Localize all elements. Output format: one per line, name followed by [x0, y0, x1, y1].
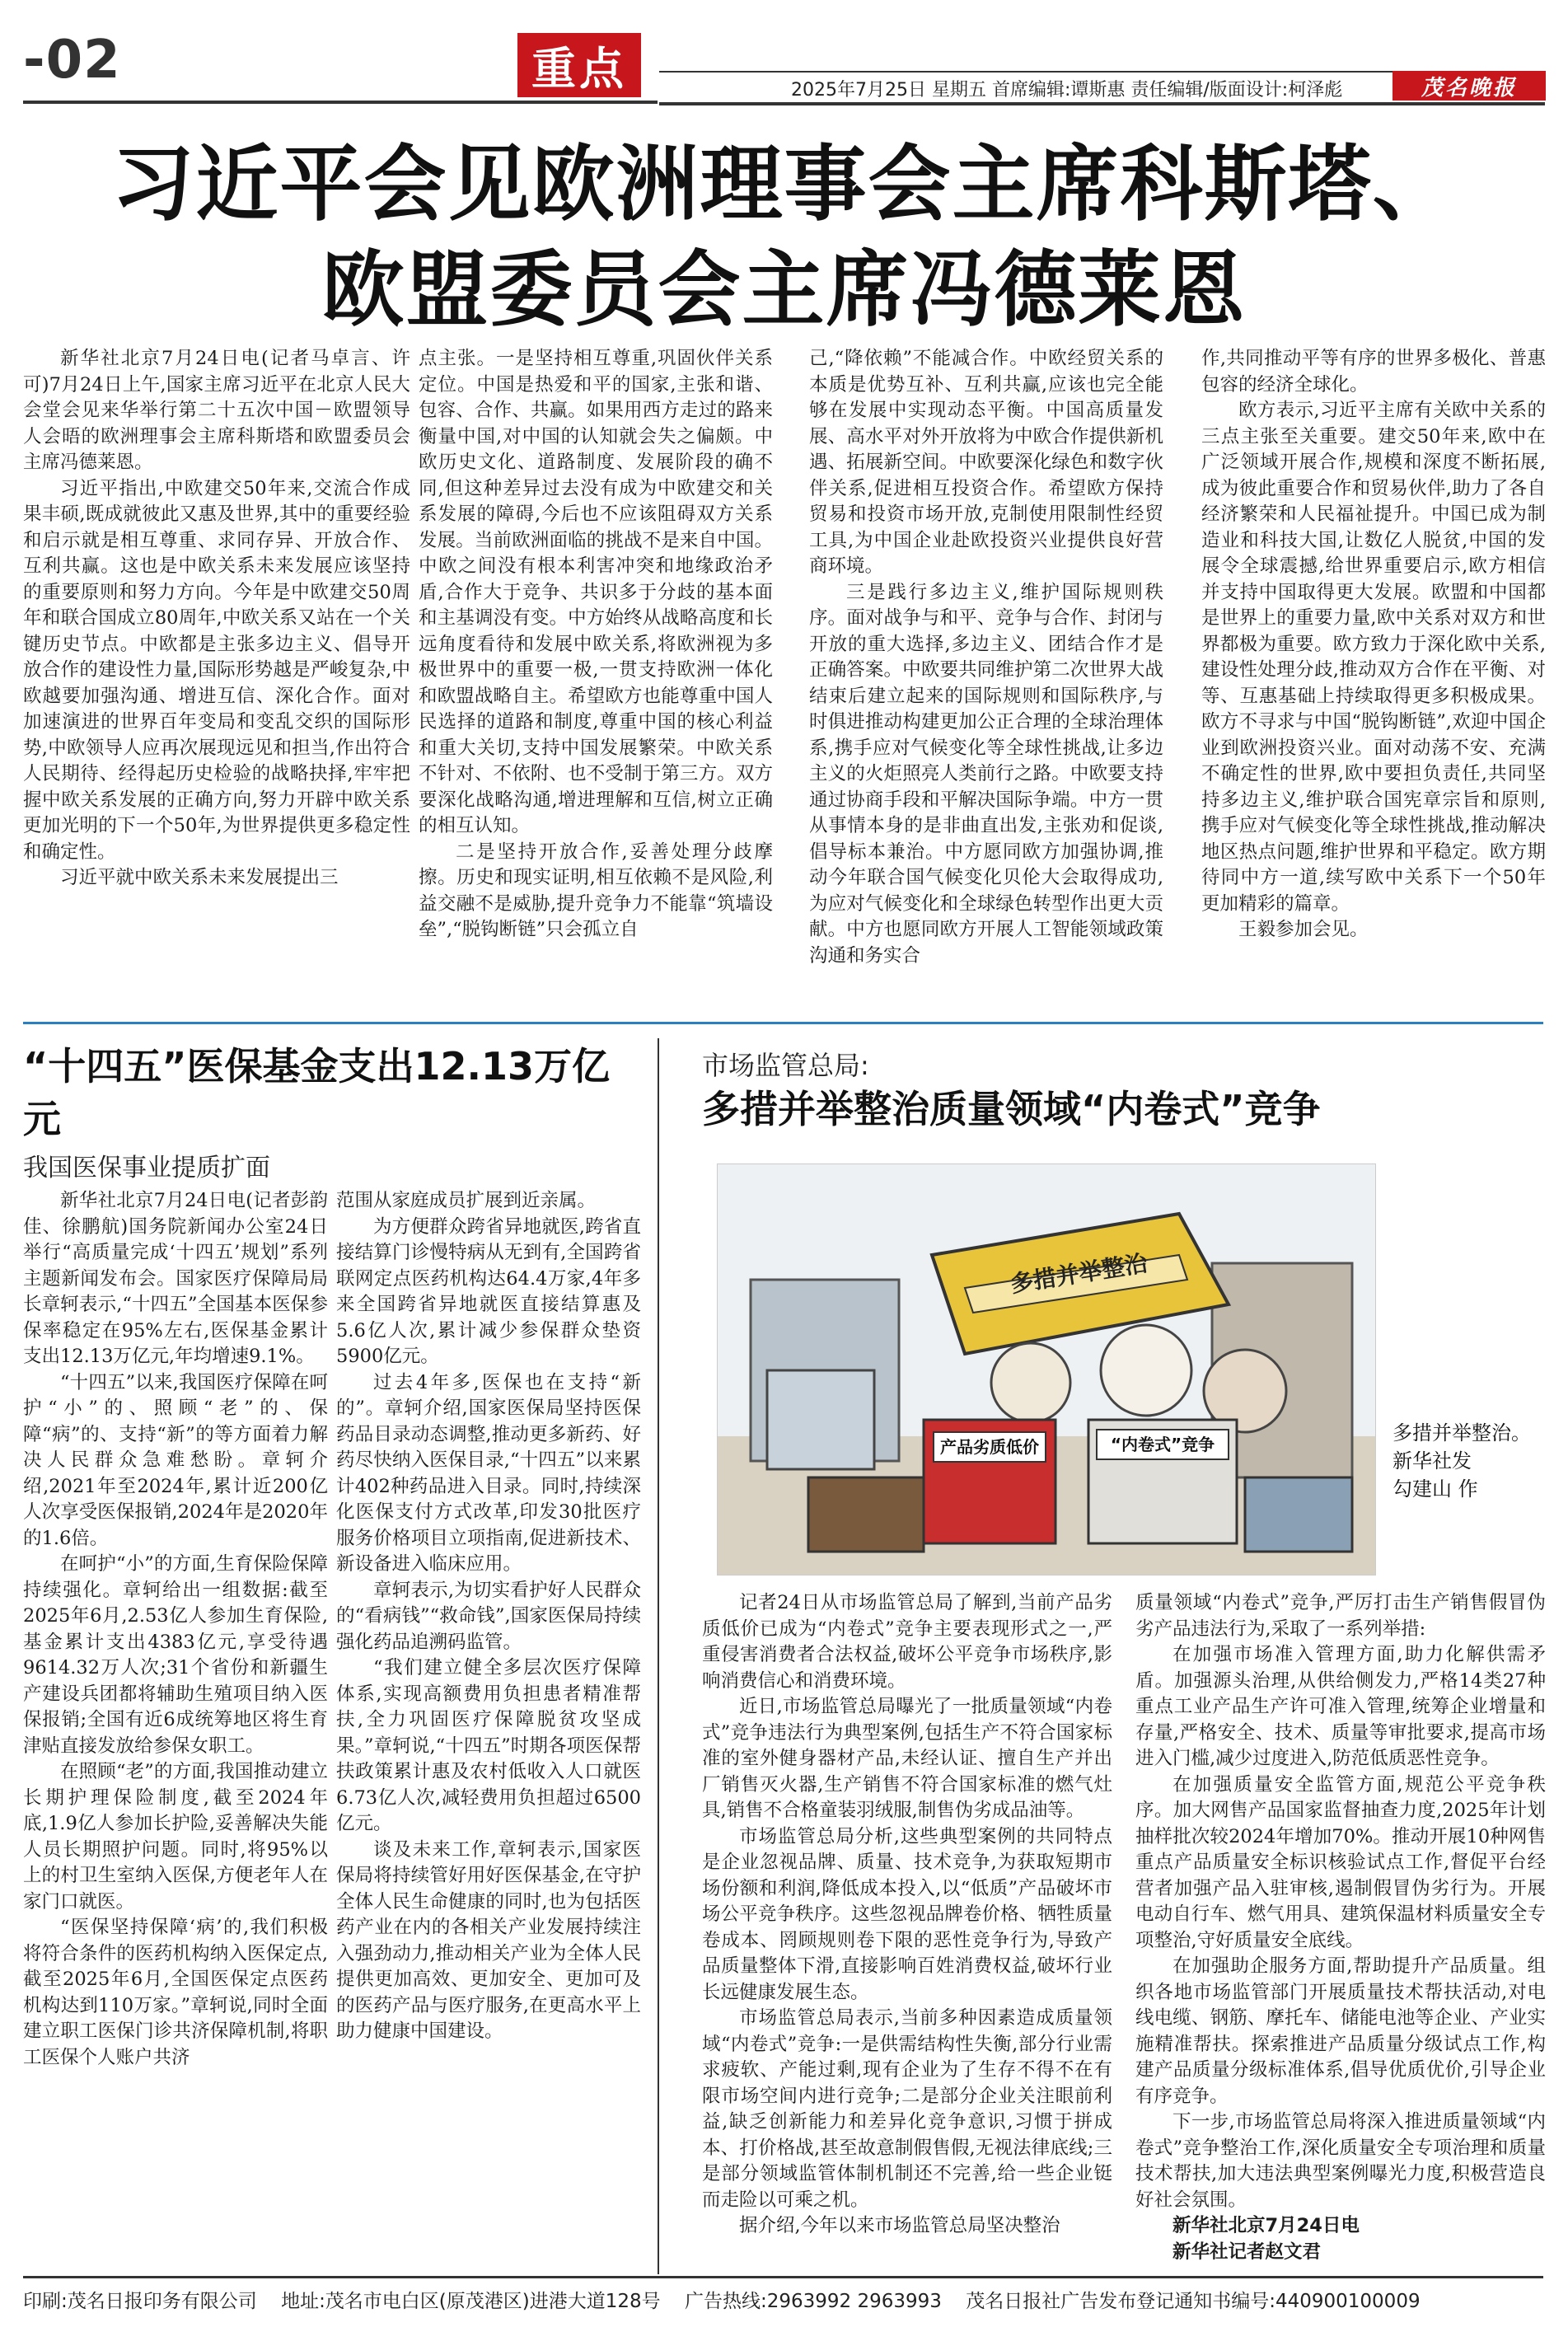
- header-left-rule: [23, 101, 658, 104]
- main-headline-line2: 欧盟委员会主席冯德莱恩: [321, 241, 1247, 338]
- header-meta: 2025年7月25日 星期五 首席编辑:谭斯惠 责任编辑/版面设计:柯泽彪: [791, 80, 1343, 101]
- main-story-paragraph: 习近平指出,中欧建交50年来,交流合作成果丰硕,既成就彼此又惠及世界,其中的重要经验和启示就是相互尊重、求同存异、开放合作、互利共赢。这也是中欧关系未来发展应该坚持的重要原则和努力方向。今年是中欧建交50周年和联合国成立80周年,中欧关系又站在一个关键历史节点。中欧都是主张多边主义、倡导开放合作的建设性力量,国际形势越是严峻复杂,中欧越要加强沟通、增进互信、深化合作。面对加速演进的世界百年变局和变乱交织的国际形势,中欧领导人应再次展现远见和担当,作出符合人民期待、经得起历史检验的战略抉择,牢牢把握中欧关系发展的正确方向,努力开辟中欧关系更加光明的下一个50年,为世界提供更多稳定性和确定性。: [23, 477, 410, 863]
- footer-ad-hotline: 广告热线:2963992 2963993: [684, 2291, 942, 2312]
- header-rule-bottom: [659, 102, 1545, 105]
- main-story-paragraph: 己,“降依赖”不能减合作。中欧经贸关系的本质是优势互补、互利共赢,应该也完全能够在发展中实现动态平衡。中国高质量发展、高水平对外开放将为中欧合作提供新机遇、拓展新空间。中欧要深化绿色和数字伙伴关系,促进相互投资合作。希望欧方保持贸易和投资市场开放,克制使用限制性经贸工具,为中国企业赴欧投资兴业提供良好营商环境。: [809, 348, 1163, 577]
- main-story-paragraph: 习近平就中欧关系未来发展提出三: [60, 867, 339, 888]
- illustration-label-2: “内卷式”竞争: [1110, 1435, 1215, 1454]
- column-divider: [658, 1038, 659, 2274]
- cartoon-illustration: [717, 1164, 1376, 1576]
- footer: [23, 2286, 1543, 2313]
- main-story-paragraph: 新华社北京7月24日电(记者马卓言、许可)7月24日上午,国家主席习近平在北京人民大会堂会见来华举行第二十五次中国－欧盟领导人会晤的欧洲理事会主席科斯塔和欧盟委员会主席冯德莱恩。: [23, 348, 410, 473]
- main-story-paragraph: 三是践行多边主义,维护国际规则秩序。面对战争与和平、竞争与合作、封闭与开放的重大选择,多边主义、团结合作才是正确答案。中欧要共同维护第二次世界大战结束后建立起来的国际规则和国际秩序,与时俱进推动构建更加公正合理的全球治理体系,携手应对气候变化等全球性挑战,让多边主义的火炬照亮人类前行之路。中欧要支持通过协商手段和平解决国际争端。中方一贯从事情本身的是非曲直出发,主张劝和促谈,倡导标本兼治。中方愿同欧方加强协调,推动今年联合国气候变化贝伦大会取得成功,为应对气候变化和全球绿色转型作出更大贡献。中方也愿同欧方开展人工智能领域政策沟通和务实合: [809, 581, 1163, 967]
- medical-insurance-headline: “十四五”医保基金支出12.13万亿元: [23, 1044, 610, 1141]
- main-story-column-3: [809, 346, 1163, 969]
- market-story-paragraph: 在加强市场准入管理方面,助力化解供需矛盾。加强源头治理,从供给侧发力,严格14类27种重点工业产品生产许可准入管理,统筹企业增量和存量,严格安全、技术、质量等审批要求,提高市场进入门槛,减少过度进入,防范低质恶性竞争。: [1135, 1644, 1546, 1769]
- footer-print: 印刷:茂名日报印务有限公司: [23, 2291, 257, 2312]
- market-story-paragraph: 在加强助企服务方面,帮助提升产品质量。组织各地市场监管部门开展质量技术帮扶活动,对电线电缆、钢筋、摩托车、储能电池等企业、产业实施精准帮扶。探索推进产品质量分级试点工作,构建产品质量分级标准体系,倡导优质优价,引导企业有序竞争。: [1135, 1955, 1546, 2107]
- illustration-banner-text: 多措并举整治: [1008, 1249, 1150, 1299]
- medical-story-paragraph: “医保坚持保障‘病’的,我们积极将符合条件的医药机构纳入医保定点,截至2025年6月,全国医保定点医药机构达到110万家。”章轲说,同时全面建立职工医保门诊共济保障机制,将职工医保个人账户共济: [23, 1917, 328, 2068]
- market-story-paragraph: 在加强质量安全监管方面,规范公平竞争秩序。加大网售产品国家监督抽查力度,2025年计划抽样批次较2024年增加70%。推动开展10种网售重点产品质量安全标识核验试点工作,督促平台经营者加强产品入驻审核,遏制假冒伪劣行为。开展电动自行车、燃气用具、建筑保温材料质量安全专项整治,守好质量安全底线。: [1135, 1773, 1546, 1951]
- main-headline-line1: 习近平会见欧洲理事会主席科斯塔、: [111, 136, 1457, 232]
- market-story-paragraph: 下一步,市场监管总局将深入推进质量领域“内卷式”竞争整治工作,深化质量安全专项治理和质量技术帮扶,加大违法典型案例曝光力度,积极营造良好社会氛围。: [1135, 2111, 1546, 2211]
- illustration-caption: [1392, 1419, 1531, 1503]
- main-story-paragraph: 二是坚持开放合作,妥善处理分歧摩擦。历史和现实证明,相互依赖不是风险,利益交融不是威胁,提升竞争力不能靠“筑墙设垒”,“脱钩断链”只会孤立自: [419, 840, 773, 940]
- footer-license: 茂名日报社广告发布登记通知书编号:440900100009: [966, 2291, 1421, 2312]
- market-story-column-1: [702, 1590, 1112, 2240]
- main-story-paragraph: 点主张。一是坚持相互尊重,巩固伙伴关系定位。中国是热爱和平的国家,主张和谐、包容、合作、共赢。如果用西方走过的路来衡量中国,对中国的认知就会失之偏颇。中欧历史文化、道路制度、发展阶段的确不同,但这种差异过去没有成为中欧建交和关系发展的障碍,今后也不应该阻碍双方关系发展。当前欧洲面临的挑战不是来自中国。中欧之间没有根本利害冲突和地缘政治矛盾,合作大于竞争、共识多于分歧的基本面和主基调没有变。中方始终从战略高度和长远角度看待和发展中欧关系,将欧洲视为多极世界中的重要一极,一贯支持欧洲一体化和欧盟战略自主。希望欧方也能尊重中国人民选择的道路和制度,尊重中国的核心利益和重大关切,支持中国发展繁荣。中欧关系不针对、不依附、也不受制于第三方。双方要深化战略沟通,增进理解和互信,树立正确的相互认知。: [419, 348, 773, 836]
- newspaper-logo: 茂名晚报: [1392, 71, 1546, 101]
- market-story-paragraph: 据介绍,今年以来市场监管总局坚决整治: [739, 2215, 1060, 2236]
- medical-story-paragraph: 过去4年多,医保也在支持“新的”。章轲介绍,国家医保局坚持医保药品目录动态调整,推动更多新药、好药尽快纳入医保目录,“十四五”以来累计402种药品进入目录。同时,持续深化医保支付方式改革,印发30批医疗服务价格项目立项指南,促进新技术、新设备进入临床应用。: [336, 1371, 641, 1575]
- caption-line: 新华社发: [1392, 1449, 1472, 1473]
- page-number: -02: [23, 30, 121, 91]
- medical-story-column-1: [23, 1188, 328, 2071]
- market-story-paragraph: 市场监管总局分析,这些典型案例的共同特点是企业忽视品牌、质量、技术竞争,为获取短期市场份额和利润,降低成本投入,以“低质”产品破坏市场公平竞争秩序。这些忽视品牌卷价格、牺牲质量卷成本、罔顾规则卷下限的恶性竞争行为,导致产品质量整体下滑,直接影响百姓消费权益,破坏行业长远健康发展生态。: [702, 1825, 1112, 2003]
- market-story-paragraph: 质量领域“内卷式”竞争,严厉打击生产销售假冒伪劣产品违法行为,采取了一系列举措:: [1135, 1592, 1546, 1640]
- main-story-column-2: [419, 346, 773, 943]
- main-story-column-1: [23, 346, 410, 892]
- medical-story-paragraph: 谈及未来工作,章轲表示,国家医保局将持续管好用好医保基金,在守护全体人民生命健康的同时,也为包括医药产业在内的各相关产业发展持续注入强劲动力,推动相关产业为全体人民提供更加高效、更加安全、更加可及的医药产品与医疗服务,在更高水平上助力健康中国建设。: [336, 1838, 641, 2042]
- medical-story-paragraph: “我们建立健全多层次医疗保障体系,实现高额费用负担患者精准帮扶,全力巩固医疗保障脱贫攻坚成果。”章轲说,“十四五”时期各项医保帮扶政策累计惠及农村低收入人口就医6.73亿人次,减轻费用负担超过6500亿元。: [336, 1657, 641, 1834]
- cartoon-illustration-svg: [718, 1164, 1376, 1576]
- medical-story-paragraph: 新华社北京7月24日电(记者彭韵佳、徐鹏航)国务院新闻办公室24日举行“高质量完成‘十四五’规划”系列主题新闻发布会。国家医疗保障局局长章轲表示,“十四五”全国基本医保参保率稳定在95%左右,医保基金累计支出12.13万亿元,年均增速9.1%。: [23, 1190, 328, 1367]
- main-story-paragraph: 作,共同推动平等有序的世界多极化、普惠包容的经济全球化。: [1201, 348, 1546, 396]
- medical-story-column-2: [336, 1188, 641, 2045]
- medical-story-paragraph: 在呵护“小”的方面,生育保险保障持续强化。章轲给出一组数据:截至2025年6月,2.53亿人参加生育保险,基金累计支出4383亿元,享受待遇9614.32万人次;31个省份和新疆生产建设兵团都将辅助生殖项目纳入医保报销;全国有近6成统筹地区将生育津贴直接发放给参保女职工。: [23, 1553, 328, 1757]
- footer-address: 地址:茂名市电白区(原茂港区)进港大道128号: [281, 2291, 661, 2312]
- medical-insurance-deck: 我国医保事业提质扩面: [23, 1154, 270, 1182]
- main-story-paragraph: 欧方表示,习近平主席有关欧中关系的三点主张至关重要。建交50年来,欧中在广泛领域开展合作,规模和深度不断拓展,成为彼此重要合作和贸易伙伴,助力了各自经济繁荣和人民福祉提升。中国已成为制造业和科技大国,让数亿人脱贫,中国的发展令全球震撼,给世界重要启示,欧方相信并支持中国取得更大发展。欧盟和中国都是世界上的重要力量,欧中关系对双方和世界都极为重要。欧方致力于深化欧中关系,建设性处理分歧,推动双方合作在平衡、对等、互惠基础上持续取得更多积极成果。欧方不寻求与中国“脱钩断链”,欢迎中国企业到欧洲投资兴业。面对动荡不安、充满不确定性的世界,欧中要担负责任,共同坚持多边主义,维护联合国宪章宗旨和原则,携手应对气候变化等全球性挑战,推动解决地区热点问题,维护世界和平稳定。欧方期待同中方一道,续写欧中关系下一个50年更加精彩的篇章。: [1201, 400, 1546, 915]
- market-story-paragraph: 近日,市场监管总局曝光了一批质量领域“内卷式”竞争违法行为典型案例,包括生产不符合国家标准的室外健身器材产品,未经认证、擅自生产并出厂销售灭火器,生产销售不符合国家标准的燃气灶具,销售不合格童装羽绒服,制售伪劣成品油等。: [702, 1696, 1112, 1821]
- main-headline: [0, 132, 1568, 343]
- main-story-column-4: [1201, 346, 1546, 943]
- section-divider: [23, 1022, 1543, 1024]
- section-badge: 重点: [517, 33, 641, 97]
- medical-story-paragraph: 范围从家庭成员扩展到近亲属。: [336, 1190, 597, 1211]
- main-story-paragraph: 王毅参加会见。: [1238, 919, 1369, 940]
- byline: 新华社北京7月24日电: [1172, 2215, 1360, 2236]
- medical-story-paragraph: 在照顾“老”的方面,我国推动建立长期护理保险制度,截至2024年底,1.9亿人参加长护险,妥善解决失能人员长期照护问题。同时,将95%以上的村卫生室纳入医保,方便老年人在家门口就医。: [23, 1761, 328, 1913]
- illustration-label-1: 产品劣质低价: [940, 1437, 1039, 1457]
- market-regulation-kicker: 市场监管总局:: [702, 1050, 869, 1081]
- byline: 新华社记者赵文君: [1172, 2240, 1322, 2263]
- market-story-paragraph: 记者24日从市场监管总局了解到,当前产品劣质低价已成为“内卷式”竞争主要表现形式之一,严重侵害消费者合法权益,破坏公平竞争市场秩序,影响消费信心和消费环境。: [702, 1592, 1112, 1692]
- market-story-paragraph: 市场监管总局表示,当前多种因素造成质量领域“内卷式”竞争:一是供需结构性失衡,部分行业需求疲软、产能过剩,现有企业为了生存不得不在有限市场空间内进行竞争;二是部分企业关注眼前利益,缺乏创新能力和差异化竞争意识,习惯于拼成本、打价格战,甚至故意制假售假,无视法律底线;三是部分领域监管体制机制还不完善,给一些企业铤而走险以可乘之机。: [702, 2007, 1112, 2211]
- footer-rule: [23, 2276, 1543, 2278]
- caption-line: 多措并举整治。: [1392, 1421, 1531, 1444]
- caption-line: 勾建山 作: [1392, 1477, 1478, 1501]
- medical-story-paragraph: 为方便群众跨省异地就医,跨省直接结算门诊慢特病从无到有,全国跨省联网定点医药机构达64.4万家,4年多来全国跨省异地就医直接结算惠及5.6亿人次,累计减少参保群众垫资5900亿元。: [336, 1215, 641, 1367]
- market-story-column-2: [1135, 1590, 1546, 2265]
- medical-story-paragraph: “十四五”以来,我国医疗保障在呵护“小”的、照顾“老”的、保障“病”的、支持“新”的等方面着力解决人民群众急难愁盼。章轲介绍,2021年至2024年,累计近200亿人次享受医保报销,2024年是2020年的1.6倍。: [23, 1371, 328, 1549]
- medical-story-paragraph: 章轲表示,为切实看护好人民群众的“看病钱”“救命钱”,国家医保局持续强化药品追溯码监管。: [336, 1579, 641, 1653]
- market-regulation-headline: 多措并举整治质量领域“内卷式”竞争: [702, 1087, 1321, 1131]
